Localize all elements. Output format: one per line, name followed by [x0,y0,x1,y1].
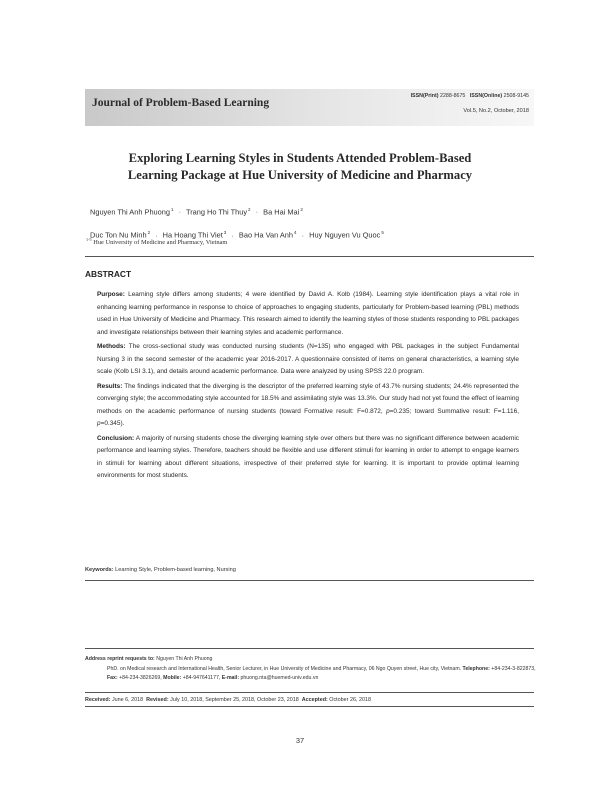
reprint-details [85,665,540,684]
issn-print-label: ISSN(Print) [410,93,439,99]
keywords-text: Learning Style, Problem-based learning, Nursing [115,567,236,573]
affiliation-sup: 1-5 [86,237,92,242]
author-affil-sup: 1 [171,207,174,212]
results-label: Results: [97,382,123,390]
results-text: =0.235; toward Summative result: F=1.116, [389,407,519,415]
revised-label: Revised: [146,697,169,703]
email: phuong.nta@huemed-univ.edu.vn [240,675,319,681]
received-label: Received: [85,697,111,703]
keywords [85,567,236,573]
p-value-symbol: p [97,420,101,427]
divider [85,706,534,707]
author-separator: · [231,230,234,240]
author-separator: · [255,207,259,217]
author-name: Nguyen Thi Anh Phuong [90,207,170,217]
abstract-heading: ABSTRACT [85,269,132,279]
page-number: 37 [295,736,305,745]
author-separator: · [301,230,305,240]
methods-text: The cross-sectional study was conducted nursing students (N=135) who engaged with PBL packages in the subject Fundamental Nursing 3 in the second semester of the academic year 2016-2017. A questionnaire consisted of items on general characteristics, a learning style scale (Kolb LSI 3.1), and details around academic performance. Data were analyzed by using SPSS 22.0 program. [97,343,519,375]
author-name: Huy Nguyen Vu Quoc [309,230,381,240]
author-name: Bao Ha Van Anh [238,230,294,240]
reprint-head [85,655,540,665]
author-separator: · [178,207,182,217]
author-separator: · [155,230,158,240]
author-affil-sup: 2 [300,207,303,212]
author-name: Ba Hai Mai [263,207,300,217]
fax: +84-234-3826269, [119,675,162,681]
divider [85,256,534,257]
reprint-detail: PhD. on Medical research and International Health, Senior Lecturer, in Hue University of Medicine and Pharmacy, 06 Ngo Quyen street, Hue city, Vietnam. [107,665,462,672]
article-title-line1: Exploring Learning Styles in Students Attended Problem-Based [128,151,472,165]
reprint-label: Address reprint requests to: [85,656,155,662]
telephone-label: Telephone: [462,665,490,672]
reprint-request [85,655,540,684]
mobile: +84-947641177, [182,675,221,681]
purpose-label: Purpose: [97,291,125,298]
issn-online-label: ISSN(Online) [469,93,503,99]
author-affil-sup: 2 [248,207,251,212]
conclusion-label: Conclusion: [97,434,135,442]
volume-issue: Vol.5, No.2, October, 2018 [463,108,529,114]
abstract-body [97,289,519,485]
affiliation-text: Hue University of Medicine and Pharmacy, Vietnam [93,239,228,247]
received-date: June 6, 2018 [111,697,144,703]
email-label: E-mail: [221,675,240,681]
fax-label: Fax: [107,675,118,681]
abstract-results [97,381,519,431]
journal-name: Journal of Problem-Based Learning [92,97,270,109]
article-dates [85,697,371,703]
issn-line [411,93,529,99]
divider [85,692,534,693]
author-name: Duc Ton Nu Minh [90,230,147,240]
abstract-purpose [97,289,519,339]
author-name: Trang Ho Thi Thuy [185,207,248,217]
telephone: +84-234-3-822873, [491,665,536,672]
revised-dates: July 10, 2018, September 25, 2018, October 23, 2018 [170,697,299,703]
results-text: The findings indicated that the diverging is the descriptor of the preferred learning style of 43.7% nursing students; 24.4% represented the converging style; the accommodating style accounted for 18.5% and assimilating style was 13.3%. Our study had not yet found the effect of learning methods on the academic performance of nursing students (toward Formative result: F=0.872, [97,382,519,415]
reprint-name: Nguyen Thi Anh Phuong [156,656,213,662]
mobile-label: Mobile: [163,675,182,681]
abstract-methods [97,341,519,379]
divider [85,648,534,649]
author-affil-sup: 4 [294,230,297,236]
affiliation [86,237,227,246]
issn-online: 2508-9145 [503,93,529,99]
results-text: =0.345). [100,420,125,427]
issn-print: 2288-8675 [440,93,466,99]
purpose-text: Learning style differs among students; 4 were identified by David A. Kolb (1984). Learning style identification plays a vital role in enhancing learning performance in response to choice of approaches to engaging students, particularly for Problem-based learning (PBL) methods used in Hue University of Medicine and Pharmacy. This research aimed to identify the learning styles of those students responding to PBL packages and investigate relationships between their learning styles and academic performance. [97,291,519,336]
divider [85,580,534,581]
conclusion-text: A majority of nursing students chose the diverging learning style over others but there was no significant difference between academic performance and learning styles. Therefore, teachers should be flexible and use different stimuli for learning in order to attempt to engage learners in stimuli for learning about different situations, irrespective of their preferred style for learning. It is important to provide optimal learning environments for most students. [97,434,520,479]
author-name: Ha Hoang Thi Viet [162,230,223,240]
author-affil-sup: 5 [381,230,384,236]
methods-label: Methods: [97,343,126,350]
author-line-1 [90,199,530,222]
author-affil-sup: 2 [147,230,151,236]
article-title-line2: Learning Package at Hue University of Medicine and Pharmacy [127,168,473,182]
p-value-symbol: p [386,407,390,415]
accepted-date: October 26, 2018 [329,697,371,703]
author-affil-sup: 3 [223,230,227,236]
abstract-conclusion [97,433,519,483]
keywords-label: Keywords: [85,567,114,573]
accepted-label: Accepted: [301,697,328,703]
article-title [90,150,510,184]
